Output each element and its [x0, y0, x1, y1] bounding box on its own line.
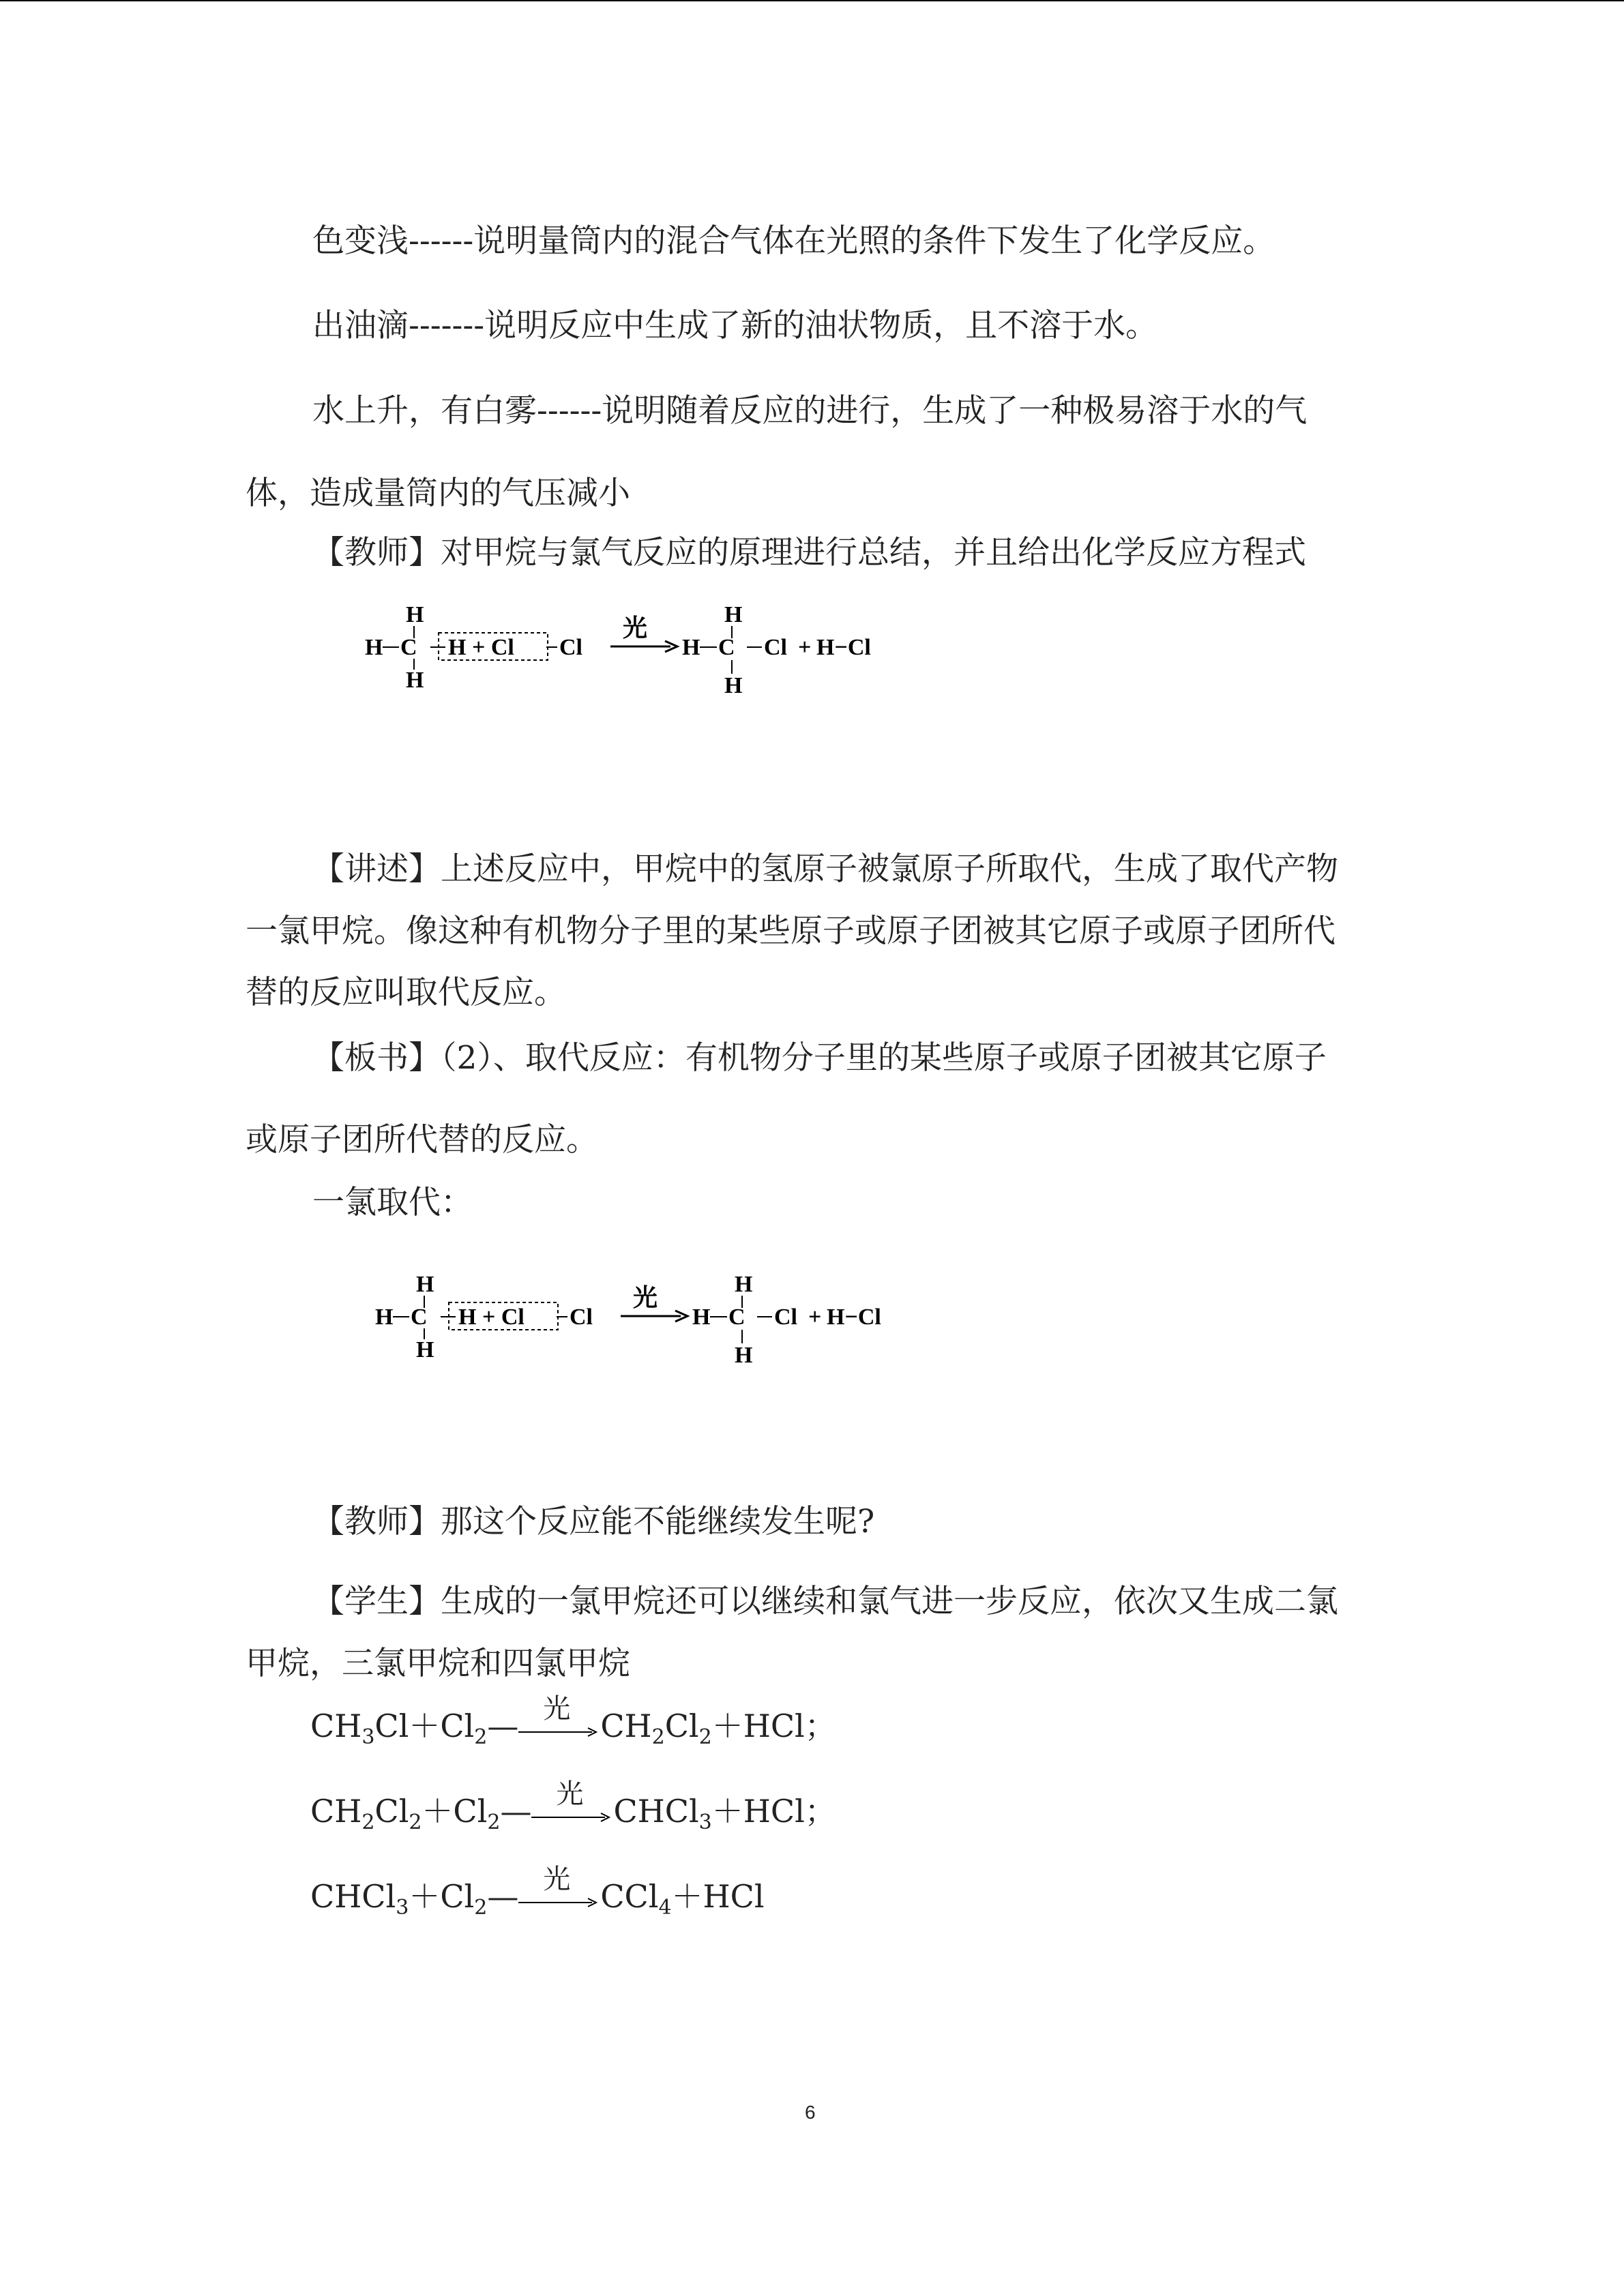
paragraph-explanation: 【讲述】上述反应中，甲烷中的氢原子被氯原子所取代，生成了取代产物	[312, 850, 1338, 888]
scheme-condition: 光	[633, 1284, 658, 1311]
scheme-plus: +	[808, 1304, 822, 1330]
paragraph-color-fade: 色变浅------说明量筒内的混合气体在光照的条件下发生了化学反应。	[312, 222, 1275, 260]
scheme-h-bottom: H	[416, 1337, 434, 1362]
scheme-h-bottom: H	[406, 668, 424, 693]
equation-condition: 光	[556, 1778, 584, 1810]
equation-condition: 光	[543, 1864, 571, 1895]
paragraph-teacher-summary: 【教师】对甲烷与氯气反应的原理进行总结，并且给出化学反应方程式	[312, 534, 1306, 571]
scheme-h-left: H	[375, 1304, 394, 1330]
scheme-h-top: H	[416, 1272, 434, 1297]
scheme-prod-c: C	[718, 635, 735, 660]
scheme-cl: Cl	[559, 635, 582, 660]
paragraph-oil-drops: 出油滴-------说明反应中生成了新的油状物质，且不溶于水。	[312, 307, 1158, 344]
scheme-plus: +	[798, 635, 812, 660]
paragraph-water-rise-cont: 体，造成量筒内的气压减小	[246, 475, 630, 512]
scheme-hcl: H−Cl	[827, 1304, 881, 1330]
reaction-scheme-1	[365, 599, 911, 701]
scheme-hcl: H−Cl	[816, 635, 871, 660]
scheme-prod-h-top: H	[735, 1272, 753, 1297]
equation-3: $CHCl_3+Cl_2—$ 光 CCl$_4$＋HCl	[310, 1872, 765, 1920]
equation-2: $CH_2Cl_2+Cl_2—$ 光 CHCl$_3$＋HCl；	[310, 1787, 836, 1834]
scheme-c: C	[411, 1304, 428, 1330]
reaction-scheme-2	[375, 1268, 921, 1371]
scheme-h-plus-cl: H + Cl	[448, 635, 514, 660]
scheme-prod-h-left: H	[692, 1304, 711, 1330]
scheme-prod-cl: Cl	[774, 1304, 797, 1330]
arrow-icon	[518, 1864, 600, 1916]
scheme-prod-h-bottom: H	[724, 673, 743, 698]
arrow-icon	[531, 1778, 613, 1831]
paragraph-student-answer-cont: 甲烷，三氯甲烷和四氯甲烷	[246, 1645, 630, 1682]
paragraph-explanation-cont2: 替的反应叫取代反应。	[246, 974, 566, 1011]
scheme-h-left: H	[365, 635, 383, 660]
scheme-cl: Cl	[570, 1304, 593, 1330]
equation-1: $CH_3Cl+Cl_2—$ 光 $CH_2Cl_2+HCl$；	[310, 1701, 836, 1749]
scheme-prod-h-top: H	[724, 602, 743, 627]
scheme-prod-c: C	[728, 1304, 745, 1330]
paragraph-water-rise: 水上升，有白雾------说明随着反应的进行，生成了一种极易溶于水的气	[312, 392, 1308, 430]
page-number: 6	[805, 2102, 816, 2123]
arrow-icon	[518, 1693, 600, 1746]
paragraph-student-answer: 【学生】生成的一氯甲烷还可以继续和氯气进一步反应，依次又生成二氯	[312, 1583, 1338, 1620]
paragraph-board-cont: 或原子团所代替的反应。	[246, 1121, 598, 1159]
scheme-prod-h-left: H	[682, 635, 700, 660]
scheme-h-top: H	[406, 602, 424, 627]
paragraph-teacher-question: 【教师】那这个反应能不能继续发生呢?	[312, 1503, 875, 1540]
page-top-border	[0, 0, 1624, 1]
scheme-prod-h-bottom: H	[735, 1343, 753, 1368]
scheme-c: C	[400, 635, 417, 660]
scheme-h-plus-cl: H + Cl	[458, 1304, 525, 1330]
paragraph-explanation-cont1: 一氯甲烷。像这种有机物分子里的某些原子或原子团被其它原子或原子团所代	[246, 912, 1335, 950]
paragraph-board: 【板书】（2）、取代反应：有机物分子里的某些原子或原子团被其它原子	[312, 1039, 1327, 1077]
scheme-condition: 光	[623, 614, 648, 642]
scheme-prod-cl: Cl	[764, 635, 787, 660]
equation-condition: 光	[543, 1693, 571, 1725]
paragraph-mono-substitution: 一氯取代：	[312, 1184, 473, 1221]
